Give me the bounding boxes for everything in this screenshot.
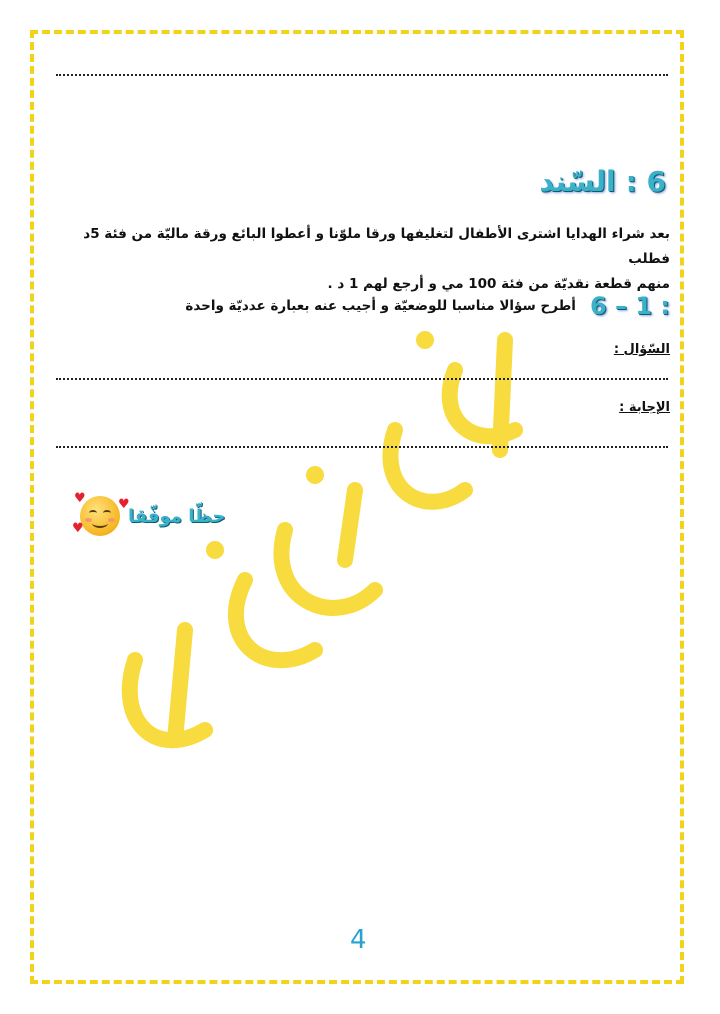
page-number: 4 <box>350 925 367 955</box>
paragraph-line-2: منهم قطعة نقديّة من فئة 100 مي و أرجع لهم 1 د . <box>327 276 670 292</box>
good-luck <box>72 491 226 536</box>
paragraph-line-1: بعد شراء الهدايا اشترى الأطفال لتغليفها ورقا ملوّنا و أعطوا البائع ورقة ماليّة من فئة 5د فطلب <box>83 226 670 267</box>
situation-paragraph <box>56 222 670 297</box>
answer-line[interactable] <box>56 446 668 448</box>
question-text: أطرح سؤالا مناسبا للوضعيّة و أجيب عنه بعبارة عدديّة واحدة <box>185 298 576 314</box>
good-luck-text: حظّا موفّقا <box>128 505 226 527</box>
dotted-line-top <box>56 74 668 76</box>
question-label: السّؤال : <box>613 342 670 357</box>
section-title-number: 6 : <box>625 165 666 198</box>
answer-label: الإجابة : <box>619 400 670 415</box>
question-row <box>185 292 670 320</box>
smiling-face-with-hearts-icon: ♥ ♥ ♥ <box>72 491 130 536</box>
section-title <box>539 165 666 198</box>
question-answer-line[interactable] <box>56 378 668 380</box>
section-title-label: السّند <box>539 165 616 198</box>
question-number: 6 – 1 : <box>589 292 670 320</box>
